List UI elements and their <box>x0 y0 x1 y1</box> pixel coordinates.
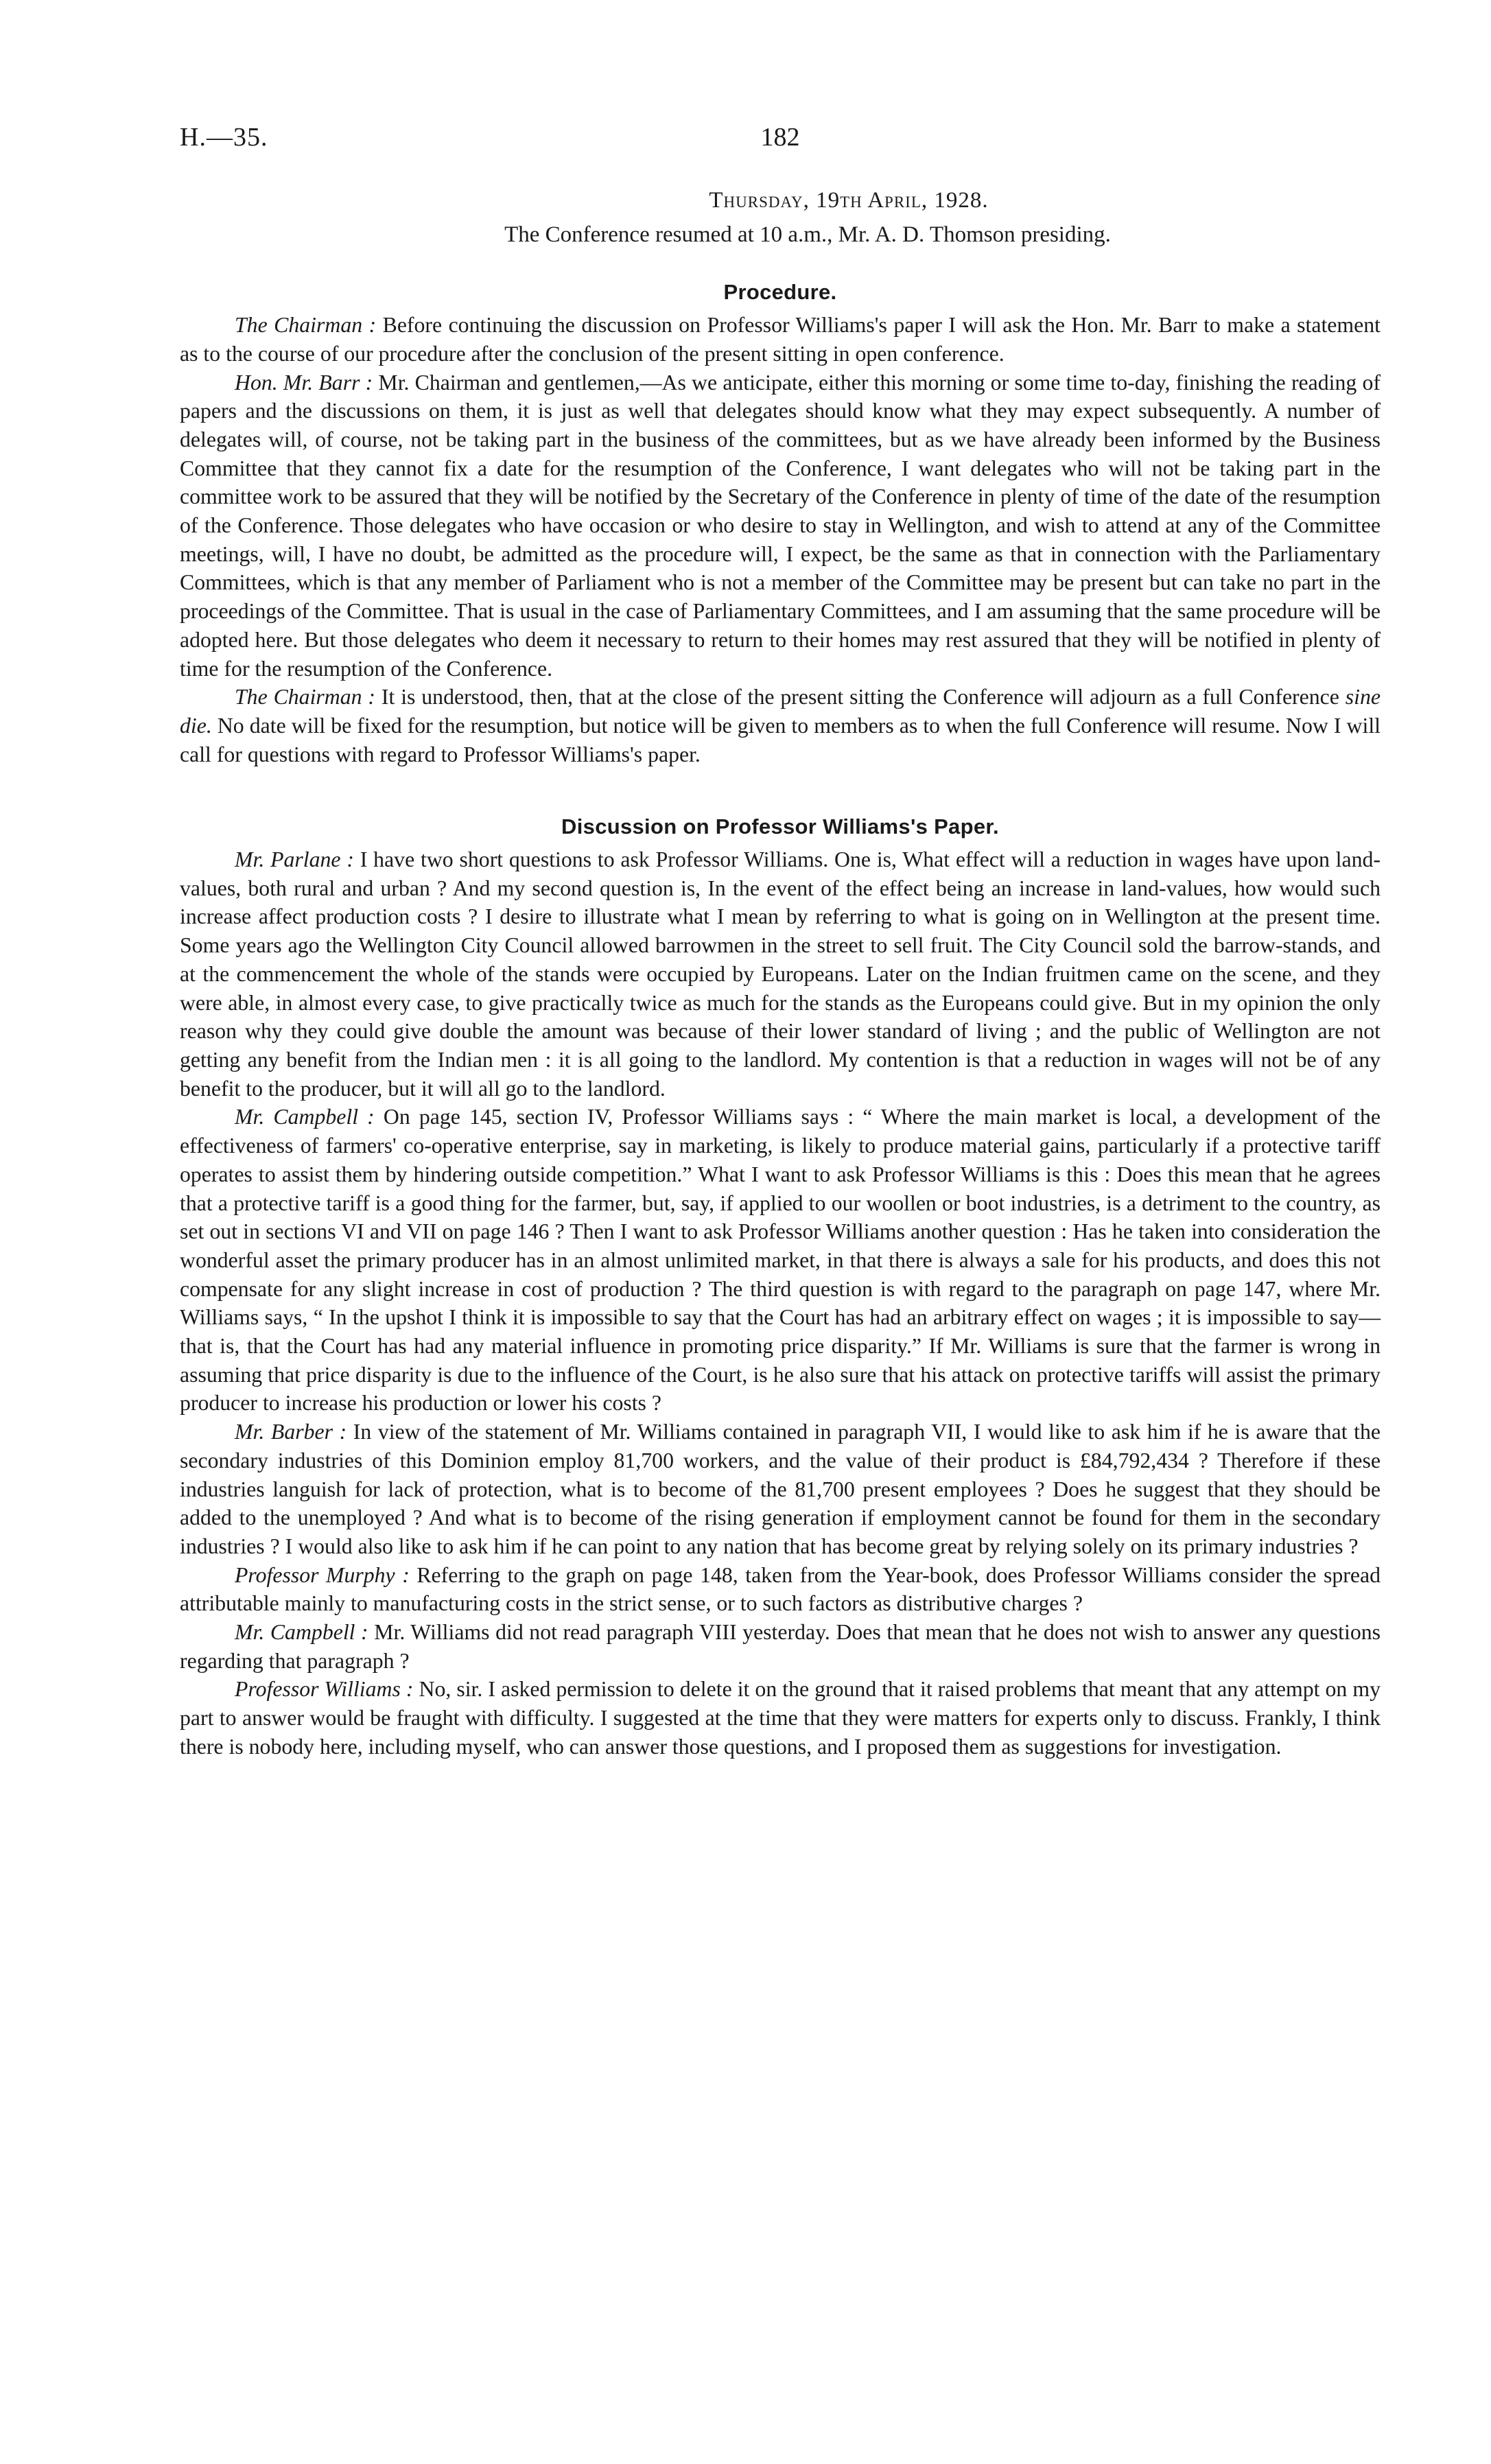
session-date: Thursday, 19th April, 1928. <box>709 188 989 213</box>
section-heading-discussion: Discussion on Professor Williams's Paper. <box>561 814 999 839</box>
document-id: H.—35. <box>180 123 268 152</box>
latin-phrase: sine die. <box>180 685 1381 738</box>
speaker-name: Mr. Barber : <box>235 1420 347 1444</box>
paragraph-text: Mr. Chairman and gentlemen,—As we anticipate, either this morning or some time to-day, finishing the reading of papers and the discussions on them, it is just as well that delegates should know what they may expect subsequently. A number of delegates will, of course, not be taking part in the business of the committees, but as we have already been informed by the Business Committee that they cannot fix a date for the resumption of the Conference, I want delegates who will not be taking part in the committee work to be assured that they will be notified by the Secretary of the Conference in plenty of time of the date of the resumption of the Conference. Those delegates who have occasion or who desire to stay in Wellington, and wish to attend at any of the Committee meetings, will, I have no doubt, be admitted as the procedure will, I expect, be the same as that in connection with the Parliamentary Committees, which is that any member of Parliament who is not a member of the Committee may be present but can take no part in the proceedings of the Committee. That is usual in the case of Parliamentary Committees, and I am assuming that the same procedure will be adopted here. But those delegates who deem it necessary to return to their homes may rest assured that they will be notified in plenty of time for the resumption of the Conference. <box>180 370 1381 681</box>
speaker-name: Mr. Campbell : <box>235 1620 368 1645</box>
paragraph-campbell-2 <box>180 1618 1381 1675</box>
body-text <box>180 187 1381 1761</box>
speaker-name: The Chairman : <box>235 313 377 338</box>
running-head <box>180 122 1381 163</box>
section-heading-procedure: Procedure. <box>723 280 837 305</box>
speaker-name: Professor Murphy : <box>235 1562 410 1587</box>
paragraph-text: It is understood, then, that at the close of the present sitting the Conference will adjourn as a full Conference <box>375 685 1346 709</box>
paragraph-text: Referring to the graph on page 148, taken from the Year-book, does Professor Williams consider the spread attributable mainly to manufacturing costs in the strict sense, or to such factors as distributive charges ? <box>180 1562 1381 1616</box>
paragraph-text: No date will be fixed for the resumption, but notice will be given to members as to when the full Conference will resume. Now I will call for questions with regard to Professor Williams's paper. <box>180 713 1381 766</box>
speaker-name: Hon. Mr. Barr : <box>235 370 373 395</box>
paragraph-murphy <box>180 1561 1381 1618</box>
paragraph-text: Before continuing the discussion on Professor Williams's paper I will ask the Hon. Mr. Barr to make a statement as to the course of our procedure after the conclusion of the present sitting in open conference. <box>180 313 1381 366</box>
speaker-name: Professor Williams : <box>235 1677 414 1702</box>
paragraph-chairman-2 <box>180 683 1381 768</box>
paragraph-text: Mr. Williams did not read paragraph VIII yesterday. Does that mean that he does not wish to answer any questions regarding that paragraph ? <box>180 1620 1381 1673</box>
paragraph-parlane <box>180 845 1381 1103</box>
paragraph-barr <box>180 368 1381 683</box>
speaker-name: Mr. Parlane : <box>235 847 354 872</box>
page-number: 182 <box>760 123 800 152</box>
paragraph-barber <box>180 1418 1381 1561</box>
paragraph-text: No, sir. I asked permission to delete it on the ground that it raised problems that meant that any attempt on my part to answer would be fraught with difficulty. I suggested at the time that they were matters for experts only to discuss. Frankly, I think there is nobody here, including myself, who can answer those questions, and I proposed them as suggestions for investigation. <box>180 1677 1381 1759</box>
speaker-name: The Chairman : <box>235 685 376 709</box>
paragraph-text: I have two short questions to ask Professor Williams. One is, What effect will a reduction in wages have upon land-values, both rural and urban ? And my second question is, In the event of the effect being an increase in land-values, how would such increase affect production costs ? I desire to illustrate what I mean by referring to what is going on in Wellington at the present time. Some years ago the Wellington City Council allowed barrowmen in the street to sell fruit. The City Council sold the barrow-stands, and at the commencement the whole of the stands were occupied by Europeans. Later on the Indian fruitmen came on the scene, and they were able, in almost every case, to give practically twice as much for the stands as the Europeans could give. But in my opinion the only reason why they could give double the amount was because of their lower standard of living ; and the public of Wellington are not getting any benefit from the Indian men : it is all going to the landlord. My contention is that a reduction in wages will not be of any benefit to the producer, but it will all go to the landlord. <box>180 847 1381 1101</box>
paragraph-campbell-1 <box>180 1103 1381 1418</box>
session-resume-line: The Conference resumed at 10 a.m., Mr. A. D. Thomson presiding. <box>504 222 1111 247</box>
speaker-name: Mr. Campbell : <box>235 1105 375 1129</box>
paragraph-text: In view of the statement of Mr. Williams contained in paragraph VII, I would like to ask him if he is aware that the secondary industries of this Dominion employ 81,700 workers, and the value of their product is £84,792,434 ? Therefore if these industries languish for lack of protection, what is to become of the 81,700 present employees ? Does he suggest that they should be added to the unemployed ? And what is to become of the rising generation if employment cannot be found for them in the secondary industries ? I would also like to ask him if he can point to any nation that has become great by relying solely on its primary industries ? <box>180 1420 1381 1558</box>
paragraph-text: On page 145, section IV, Professor Williams says : “ Where the main market is local, a development of the effectiveness of farmers' co-operative enterprise, say in marketing, is likely to produce material gains, particularly if a protective tariff operates to assist them by hindering outside competition.” What I want to ask Professor Williams is this : Does this mean that he agrees that a protective tariff is a good thing for the farmer, but, say, if applied to our woollen or boot industries, is a detriment to the country, as set out in sections VI and VII on page 146 ? Then I want to ask Professor Williams another question : Has he taken into consideration the wonderful asset the primary producer has in an almost unlimited market, in that there is always a sale for his products, and does this not compensate for any slight increase in cost of production ? The third question is with regard to the paragraph on page 147, where Mr. Williams says, “ In the upshot I think it is impossible to say that the Court has had an arbitrary effect on wages ; it is impossible to say—that is, that the Court has had any material influence in promoting price disparity.” If Mr. Williams is sure that the farmer is wrong in assuming that price disparity is due to the influence of the Court, is he also sure that his attack on protective tariffs will assist the primary producer to increase his production or lower his costs ? <box>180 1105 1381 1416</box>
paragraph-williams <box>180 1675 1381 1761</box>
paragraph-chairman-1 <box>180 311 1381 368</box>
